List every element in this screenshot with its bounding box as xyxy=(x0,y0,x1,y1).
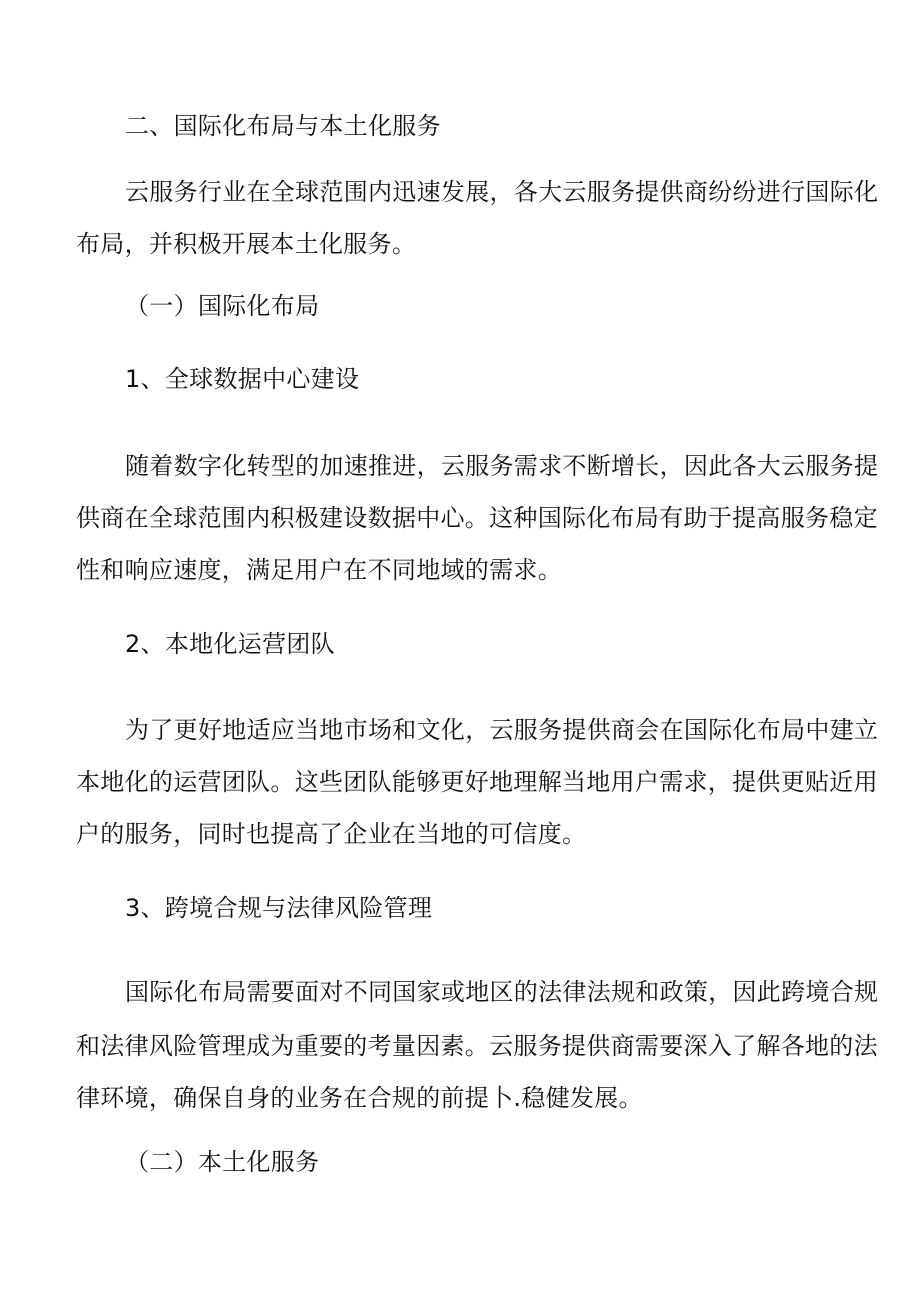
item-3-body-line-2: 和法律风险管理成为重要的考量因素。云服务提供商需要深入了解各地的法 xyxy=(76,1032,878,1060)
item-1-body-line-3: 性和响应速度，满足用户在不同地域的需求。 xyxy=(76,556,562,584)
subsection-2-title: （二）本土化服务 xyxy=(125,1148,320,1176)
item-1-body-line-1: 随着数字化转型的加速推进，云服务需求不断增长，因此各大云服务提 xyxy=(125,452,879,480)
item-2-title: 2、本地化运营团队 xyxy=(125,630,335,658)
intro-line-1: 云服务行业在全球范围内迅速发展，各大云服务提供商纷纷进行国际化 xyxy=(125,178,879,206)
item-3-body-line-1: 国际化布局需要面对不同国家或地区的法律法规和政策，因此跨境合规 xyxy=(125,978,879,1006)
section-title: 二、国际化布局与本土化服务 xyxy=(125,112,441,140)
item-2-body-line-3: 户的服务，同时也提高了企业在当地的可信度。 xyxy=(76,820,587,848)
item-1-body-line-2: 供商在全球范围内积极建设数据中心。这种国际化布局有助于提高服务稳定 xyxy=(76,504,878,532)
intro-line-2: 布局，并积极开展本土化服务。 xyxy=(76,230,417,258)
item-3-body-line-3: 律环境，确保自身的业务在合规的前提卜.稳健发展。 xyxy=(76,1084,643,1112)
item-2-body-line-1: 为了更好地适应当地市场和文化，云服务提供商会在国际化布局中建立 xyxy=(125,716,879,744)
item-1-title: 1、全球数据中心建设 xyxy=(125,365,360,393)
item-2-body-line-2: 本地化的运营团队。这些团队能够更好地理解当地用户需求，提供更贴近用 xyxy=(76,768,878,796)
item-3-title: 3、跨境合规与法律风险管理 xyxy=(125,894,433,922)
subsection-1-title: （一）国际化布局 xyxy=(125,292,320,320)
